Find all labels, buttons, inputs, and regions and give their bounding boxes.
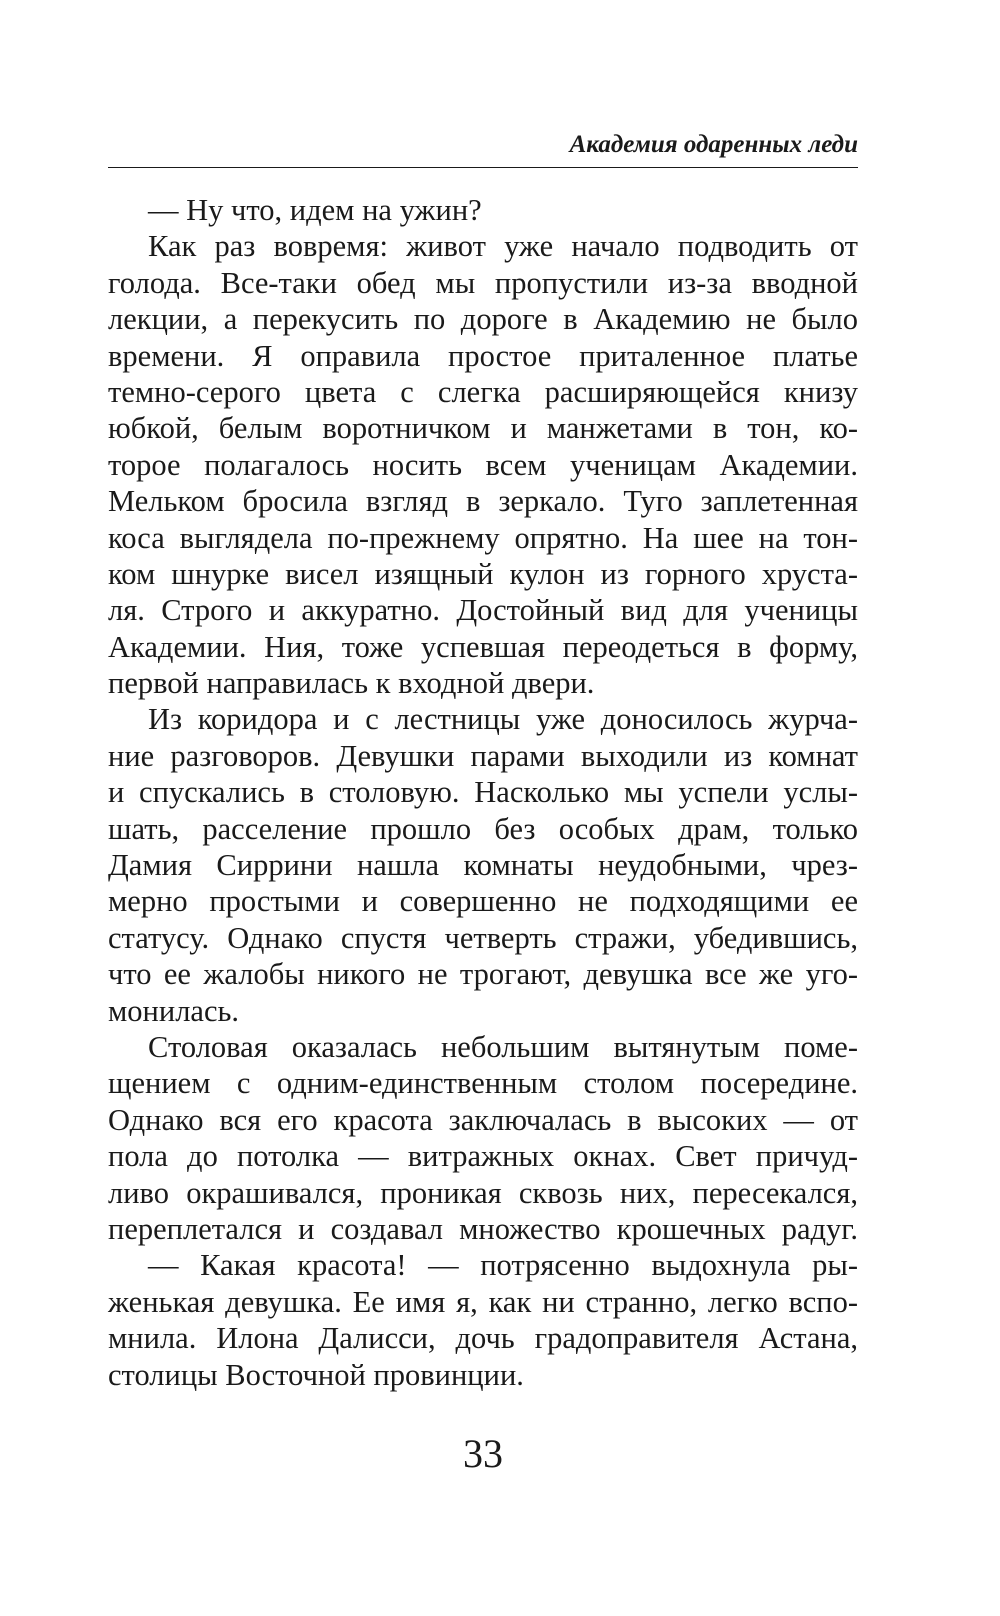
page-number: 33 — [463, 1431, 503, 1476]
text-line: торое полагалось носить всем ученицам Академии. — [108, 447, 858, 482]
text-line: голода. Все-таки обед мы пропустили из-за вводной — [108, 265, 858, 300]
text-line: монилась. — [108, 993, 240, 1028]
body-text — [108, 192, 858, 1393]
header-rule — [108, 167, 858, 168]
text-line: переплетался и создавал множество крошечных радуг. — [108, 1211, 858, 1246]
text-line: Мельком бросила взгляд в зеркало. Туго заплетенная — [108, 484, 858, 519]
text-line: Дамия Сиррини нашла комнаты неудобными, чрез- — [108, 848, 858, 883]
text-line: Однако вся его красота заключалась в высоких — от — [108, 1102, 858, 1137]
text-line: мерно простыми и совершенно не подходящими ее — [108, 884, 858, 919]
text-line: коса выглядела по-прежнему опрятно. На шее на тон- — [108, 520, 858, 555]
text-line: Как раз вовремя: живот уже начало подводить от — [148, 229, 858, 264]
text-line: ля. Строго и аккуратно. Достойный вид для ученицы — [108, 593, 858, 628]
text-line: ние разговоров. Девушки парами выходили из комнат — [108, 738, 858, 773]
text-line: пола до потолка — витражных окнах. Свет причуд- — [108, 1139, 858, 1174]
text-line: ливо окрашивался, проникая сквозь них, пересекался, — [108, 1175, 858, 1210]
text-line: женькая девушка. Ее имя я, как ни странно, легко вспо- — [108, 1284, 858, 1319]
text-line: что ее жалобы никого не трогают, девушка все же уго- — [108, 957, 858, 992]
text-line: мнила. Илона Далисси, дочь градоправителя Астана, — [108, 1321, 858, 1356]
text-line: шать, расселение прошло без особых драм, только — [108, 811, 858, 846]
text-line: статусу. Однако спустя четверть стражи, убедившись, — [108, 920, 858, 955]
text-line: столицы Восточной провинции. — [108, 1357, 524, 1392]
running-head: Академия одаренных леди — [569, 131, 858, 158]
text-line: ком шнурке висел изящный кулон из горного хруста- — [108, 556, 858, 591]
text-line: юбкой, белым воротничком и манжетами в тон, ко- — [108, 411, 858, 446]
text-line: и спускались в столовую. Насколько мы успели услы- — [108, 775, 858, 810]
text-line: темно-серого цвета с слегка расширяющейся книзу — [108, 374, 858, 409]
text-line: времени. Я оправила простое приталенное платье — [108, 338, 858, 373]
text-line: лекции, а перекусить по дороге в Академию не было — [108, 302, 858, 337]
text-line: щением с одним-единственным столом посередине. — [108, 1066, 858, 1101]
text-line: Столовая оказалась небольшим вытянутым поме- — [148, 1029, 858, 1064]
text-line: первой направилась к входной двери. — [108, 666, 595, 701]
text-line: — Какая красота! — потрясенно выдохнула ры- — [148, 1248, 858, 1283]
text-line: Из коридора и с лестницы уже доносилось журча- — [148, 702, 858, 737]
text-line: — Ну что, идем на ужин? — [148, 193, 482, 227]
text-line: Академии. Ния, тоже успевшая переодеться в форму, — [108, 629, 858, 664]
